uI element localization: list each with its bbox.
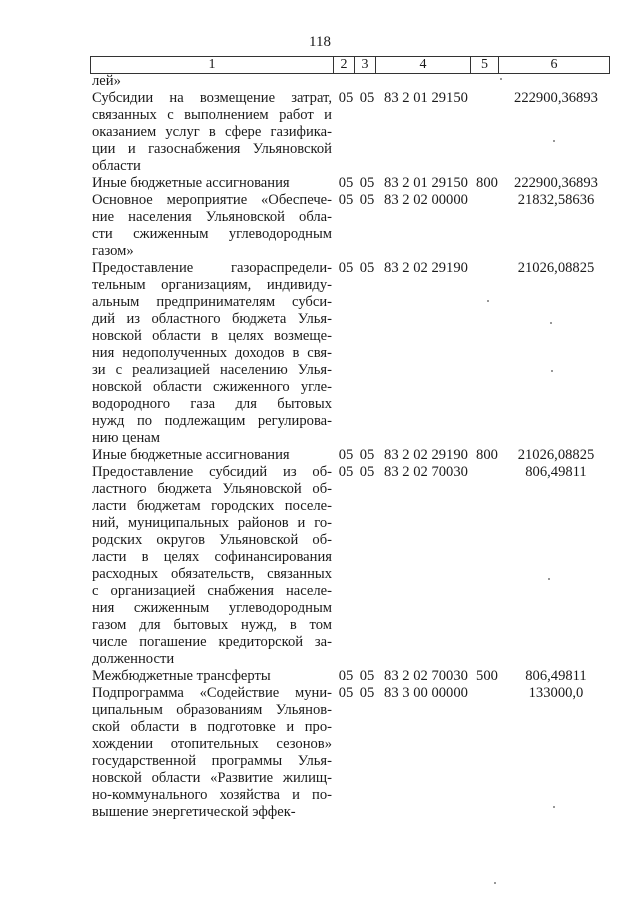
- column-header-6: 6: [499, 57, 610, 74]
- description-line: альным предпринимателям субси-: [92, 294, 332, 310]
- section-code: 05: [338, 175, 354, 191]
- page-number: 118: [309, 34, 331, 50]
- row-description: [92, 447, 332, 464]
- target-article-code: 83 2 02 70030: [384, 668, 468, 684]
- table-row: [0, 685, 640, 821]
- section-code: 05: [338, 192, 354, 208]
- subsection-code: 05: [359, 260, 375, 276]
- budget-rows: [0, 73, 640, 821]
- description-line: долженности: [92, 651, 175, 667]
- amount-value: 806,49811: [525, 464, 587, 480]
- subsection-code: 05: [359, 192, 375, 208]
- description-line: числе погашение кредиторской за-: [92, 634, 332, 650]
- expense-type-code: 500: [476, 668, 498, 684]
- column-header-4: 4: [376, 57, 471, 74]
- description-line: ния сжиженным углеводородным: [92, 600, 332, 616]
- description-line: области: [92, 158, 141, 174]
- description-line: с организацией снабжения населе-: [92, 583, 332, 599]
- description-line: ласти в целях софинансирования: [92, 549, 332, 565]
- description-line: ской области в подготовке и про-: [92, 719, 332, 735]
- description-line: нужд по подлежащим регулирова-: [92, 413, 332, 429]
- table-row: [0, 192, 640, 260]
- subsection-code: 05: [359, 464, 375, 480]
- description-line: хождении отопительных сезонов»: [92, 736, 332, 752]
- description-line: Субсидии на возмещение затрат,: [92, 90, 332, 106]
- column-header-table: [90, 56, 610, 74]
- subsection-code: 05: [359, 175, 375, 191]
- description-line: связанных с выполнением работ и: [92, 107, 332, 123]
- description-line: новской области сжиженного угле-: [92, 379, 332, 395]
- amount-value: 21026,08825: [517, 447, 595, 463]
- description-line: расходных обязательств, связанных: [92, 566, 332, 582]
- column-header-3: 3: [355, 57, 376, 74]
- row-description: [92, 685, 332, 821]
- table-row: [0, 175, 640, 192]
- description-line: новской области «Развитие жилищ-: [92, 770, 332, 786]
- scan-speck: [487, 300, 489, 302]
- target-article-code: 83 2 01 29150: [384, 175, 468, 191]
- row-description: [92, 175, 332, 192]
- description-line: нию ценам: [92, 430, 160, 446]
- subsection-code: 05: [359, 447, 375, 463]
- row-description: [92, 73, 332, 90]
- description-line: оказанием услуг в сфере газифика-: [92, 124, 332, 140]
- table-row: [0, 464, 640, 668]
- description-line: Основное мероприятие «Обеспече-: [92, 192, 332, 208]
- description-line: водородного газа для бытовых: [92, 396, 332, 412]
- column-header-1: 1: [91, 57, 334, 74]
- scan-speck: [553, 140, 555, 142]
- description-line: государственной программы Улья-: [92, 753, 332, 769]
- row-description: [92, 260, 332, 447]
- amount-value: 133000,0: [528, 685, 584, 701]
- description-line: тельным организациям, индивиду-: [92, 277, 332, 293]
- target-article-code: 83 2 02 29190: [384, 260, 468, 276]
- row-description: [92, 464, 332, 668]
- amount-value: 222900,36893: [514, 175, 598, 191]
- section-code: 05: [338, 260, 354, 276]
- description-line: ципальным образованиям Ульянов-: [92, 702, 332, 718]
- column-header-5: 5: [471, 57, 499, 74]
- target-article-code: 83 2 02 29190: [384, 447, 468, 463]
- scan-speck: [553, 806, 555, 808]
- description-line: Межбюджетные трансферты: [92, 668, 271, 684]
- description-line: новской области в целях возмеще-: [92, 328, 332, 344]
- subsection-code: 05: [359, 668, 375, 684]
- description-line: Предоставление газораспредели-: [92, 260, 332, 276]
- description-line: дий из областного бюджета Улья-: [92, 311, 332, 327]
- row-description: [92, 192, 332, 260]
- target-article-code: 83 3 00 00000: [384, 685, 468, 701]
- description-line: зи с реализацией населению Улья-: [92, 362, 332, 378]
- table-row: [0, 668, 640, 685]
- subsection-code: 05: [359, 685, 375, 701]
- table-row: [0, 260, 640, 447]
- section-code: 05: [338, 464, 354, 480]
- scan-speck: [494, 882, 496, 884]
- target-article-code: 83 2 02 70030: [384, 464, 468, 480]
- scan-speck: [500, 78, 502, 80]
- section-code: 05: [338, 685, 354, 701]
- amount-value: 21832,58636: [517, 192, 595, 208]
- expense-type-code: 800: [476, 175, 498, 191]
- description-line: газом для бытовых нужд, в том: [92, 617, 332, 633]
- description-line: Иные бюджетные ассигнования: [92, 175, 290, 191]
- description-line: лей»: [92, 73, 121, 89]
- table-row: [0, 90, 640, 175]
- column-header-2: 2: [334, 57, 355, 74]
- column-header-row: [91, 57, 610, 74]
- row-description: [92, 90, 332, 175]
- description-line: ластного бюджета Ульяновской об-: [92, 481, 332, 497]
- description-line: вышение энергетической эффек-: [92, 804, 296, 820]
- description-line: ния недополученных доходов в свя-: [92, 345, 332, 361]
- amount-value: 222900,36893: [514, 90, 598, 106]
- description-line: Иные бюджетные ассигнования: [92, 447, 290, 463]
- expense-type-code: 800: [476, 447, 498, 463]
- description-line: газом»: [92, 243, 134, 259]
- description-line: Предоставление субсидий из об-: [92, 464, 332, 480]
- description-line: ние населения Ульяновской обла-: [92, 209, 332, 225]
- table-row: [0, 447, 640, 464]
- amount-value: 806,49811: [525, 668, 587, 684]
- section-code: 05: [338, 90, 354, 106]
- scan-speck: [551, 370, 553, 372]
- table-row: [0, 73, 640, 90]
- section-code: 05: [338, 668, 354, 684]
- description-line: сти сжиженным углеводородным: [92, 226, 332, 242]
- section-code: 05: [338, 447, 354, 463]
- scan-speck: [548, 578, 550, 580]
- scan-speck: [550, 322, 552, 324]
- row-description: [92, 668, 332, 685]
- description-line: ции и газоснабжения Ульяновской: [92, 141, 332, 157]
- description-line: но-коммунального хозяйства и по-: [92, 787, 332, 803]
- amount-value: 21026,08825: [517, 260, 595, 276]
- description-line: родских округов Ульяновской об-: [92, 532, 332, 548]
- description-line: ний, муниципальных районов и го-: [92, 515, 332, 531]
- subsection-code: 05: [359, 90, 375, 106]
- target-article-code: 83 2 02 00000: [384, 192, 468, 208]
- description-line: ласти бюджетам городских поселе-: [92, 498, 332, 514]
- description-line: Подпрограмма «Содействие муни-: [92, 685, 332, 701]
- target-article-code: 83 2 01 29150: [384, 90, 468, 106]
